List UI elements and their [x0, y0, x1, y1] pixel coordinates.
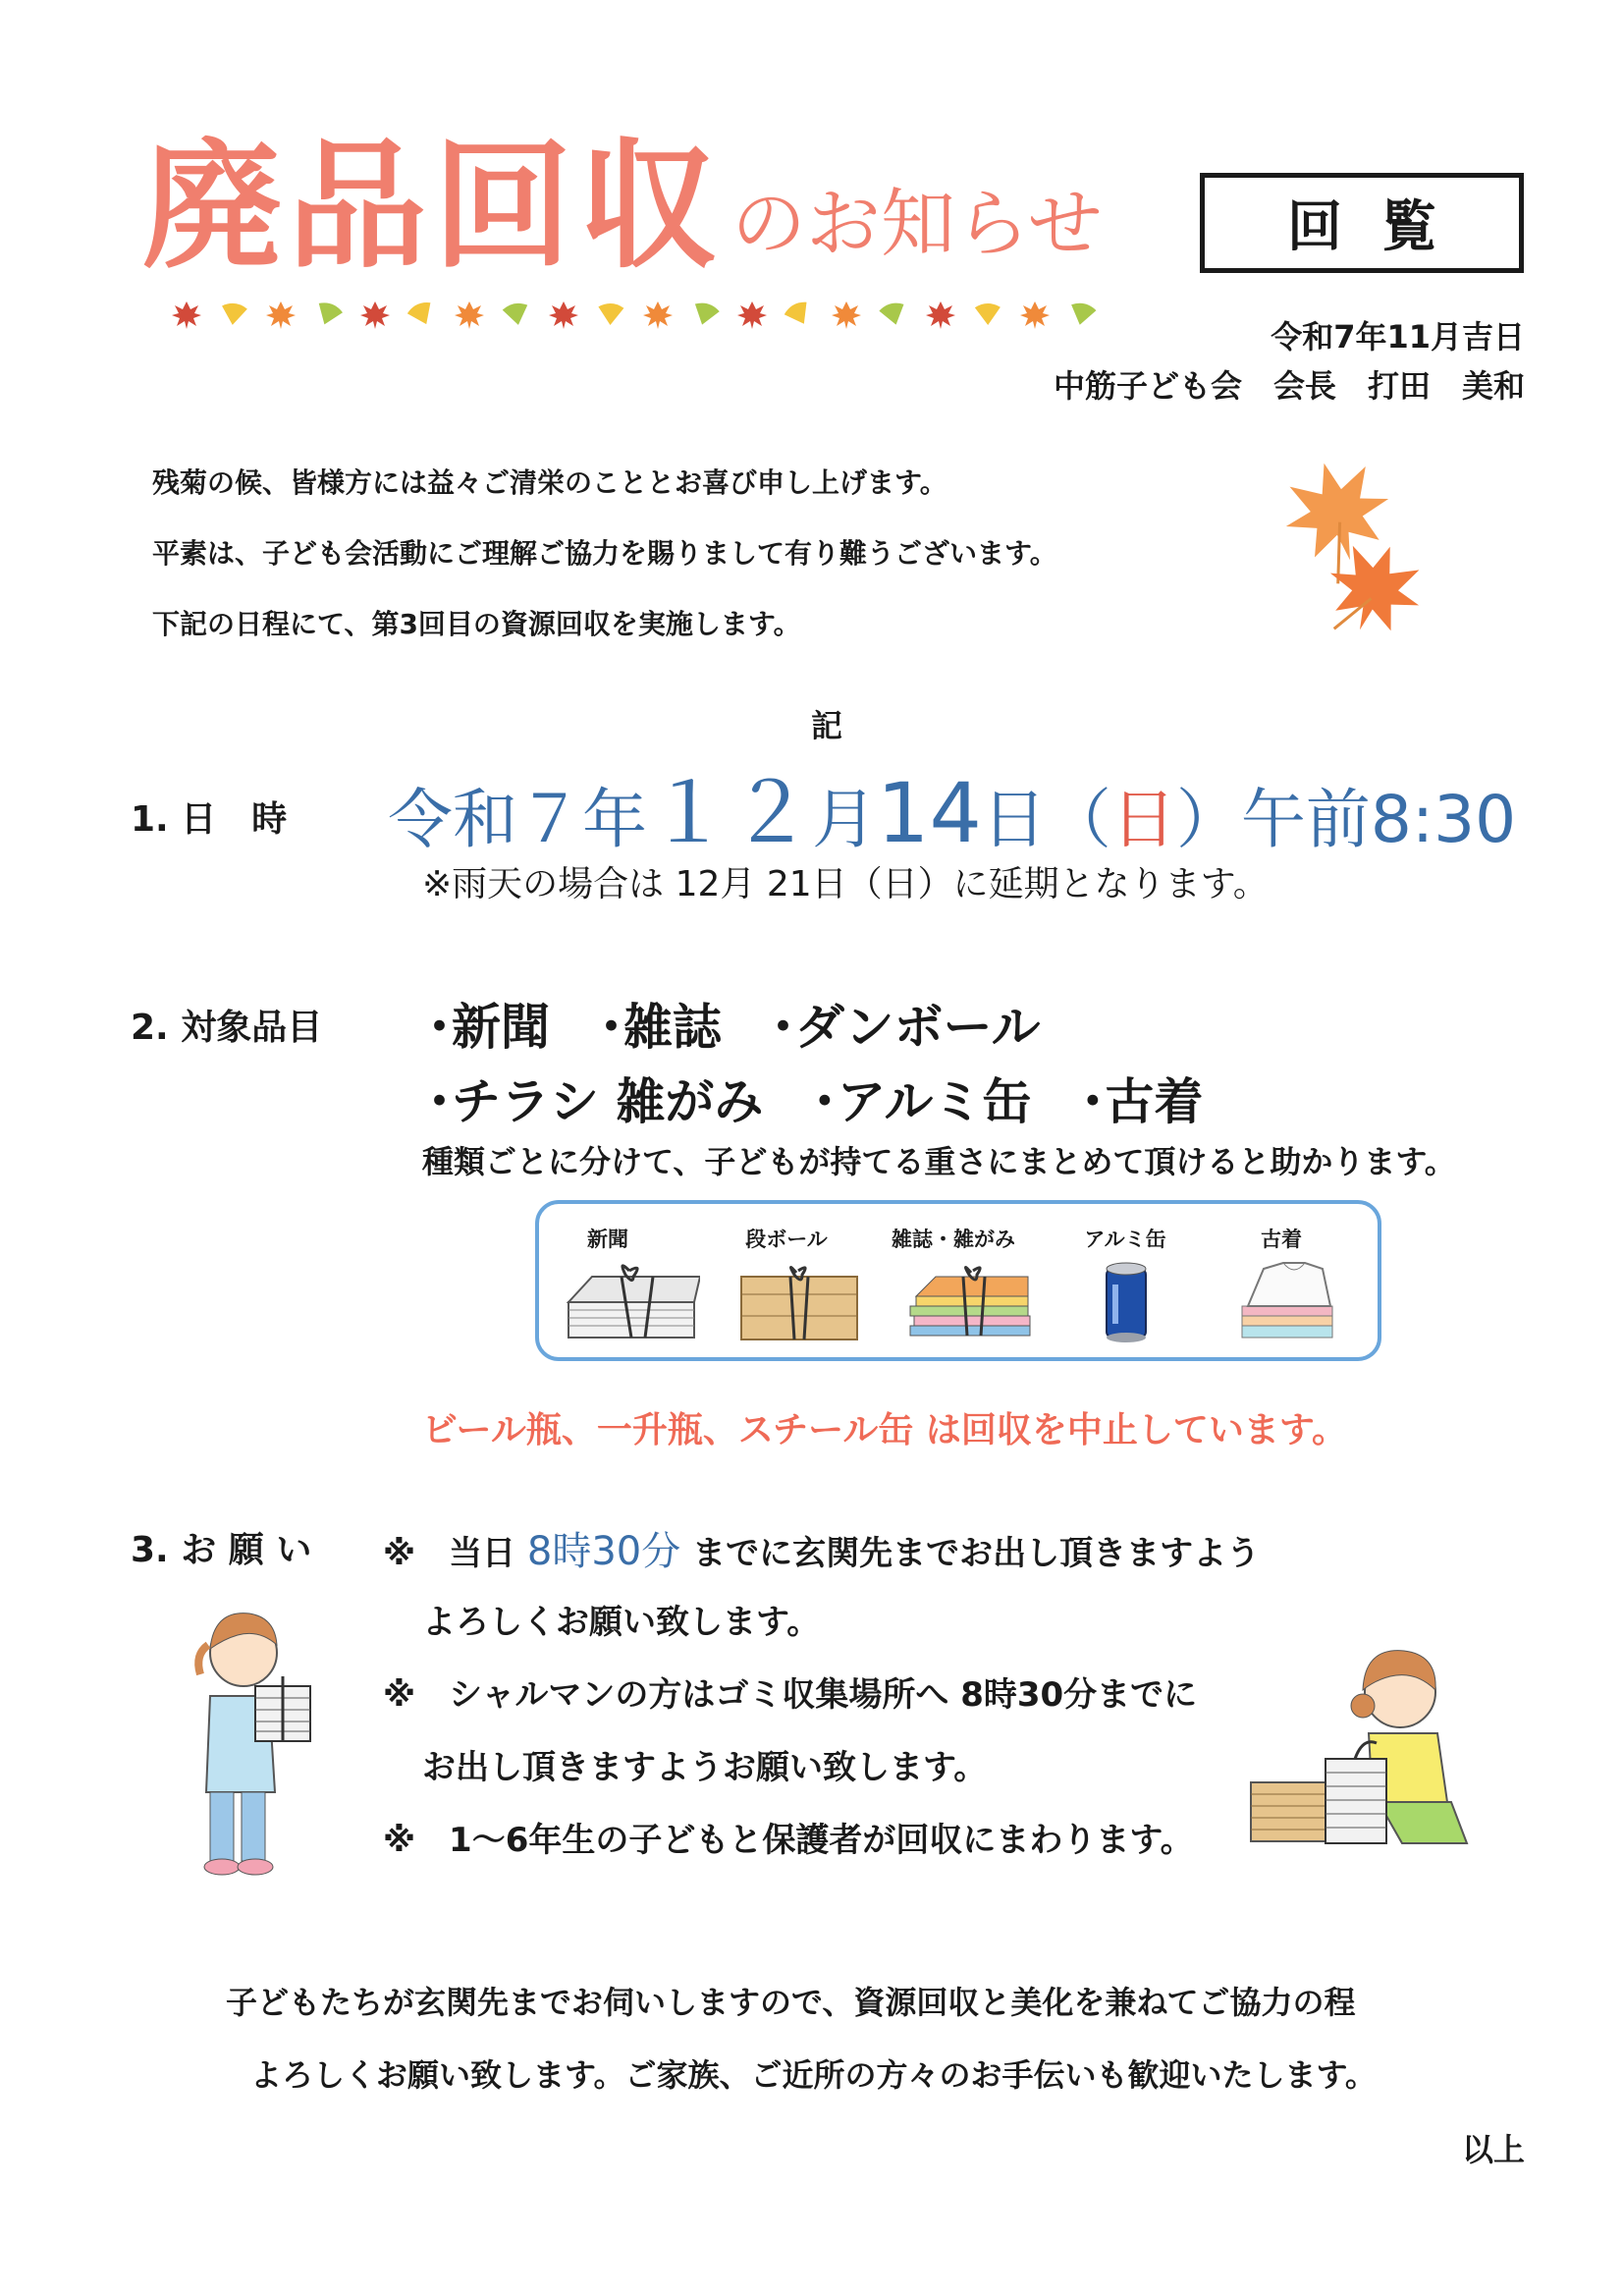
event-time: 午前8:30 [1240, 782, 1517, 857]
maple-leaf-icon [360, 301, 390, 329]
discontinued-items-warning: ビール瓶、一升瓶、スチール缶 は回収を中止しています。 [422, 1410, 1348, 1450]
maple-leaves-icon [1276, 452, 1424, 648]
sorting-note: 種類ごとに分けて、子どもが持てる重さにまとめて頂けると助かります。 [422, 1143, 1456, 1180]
request-1-line-2: よろしくお願い致します。 [422, 1603, 821, 1642]
ginkgo-leaf-icon [406, 300, 438, 330]
organization-signature: 中筋子ども会 会長 打田 美和 [1053, 367, 1525, 405]
item-label-newspaper: 新聞 [587, 1228, 628, 1251]
maple-leaf-icon [172, 301, 201, 329]
section-2-heading: 2. 対象品目 [131, 1008, 323, 1048]
date-month-unit: 月 [812, 782, 878, 857]
folded-clothes-icon [1234, 1255, 1342, 1343]
item-label-clothes: 古着 [1261, 1228, 1302, 1251]
greeting-line-3: 下記の日程にて、第3回目の資源回収を実施します。 [152, 608, 801, 640]
maple-leaf-icon [737, 301, 767, 329]
page-subtitle: のお知らせ [731, 180, 1103, 267]
maple-leaf-icon [926, 301, 955, 329]
item-label-can: アルミ缶 [1084, 1228, 1166, 1251]
maple-leaf-icon [643, 301, 673, 329]
greeting-line-1: 残菊の候、皆様方には益々ご清栄のこととお喜び申し上げます。 [152, 466, 947, 499]
item-label-magazines: 雑誌・雑がみ [892, 1228, 1015, 1251]
ginkgo-leaf-icon [975, 303, 1001, 325]
date-day-unit: 日 [981, 782, 1047, 857]
ginkgo-leaf-icon [220, 302, 247, 327]
date-era: 令和７年 [388, 782, 647, 857]
woman-tying-bundles-icon [1245, 1635, 1481, 1871]
item-label-cardboard: 段ボール [745, 1228, 828, 1251]
newspaper-bundle-icon [563, 1255, 700, 1343]
weekday: 日 [1110, 782, 1176, 857]
request-1-line-1 [383, 1520, 1260, 1576]
maple-leaf-icon [549, 301, 578, 329]
closing-ending: 以上 [1461, 2131, 1525, 2168]
maple-leaf-icon [266, 301, 296, 329]
aluminum-can-icon [1097, 1255, 1156, 1343]
weekday-close: ） [1175, 782, 1241, 857]
request-2-line-2: お出し頂きますようお願い致します。 [422, 1748, 988, 1787]
items-line-1: ･新聞 ･雑誌 ･ダンボール [427, 999, 1041, 1056]
girl-carrying-newspapers-icon [187, 1606, 324, 1890]
ginkgo-leaf-icon [878, 301, 908, 328]
maple-leaf-icon [1020, 301, 1050, 329]
section-3-heading: 3. お 願 い [131, 1530, 312, 1570]
request-1-suffix: までに玄関先までお出し頂きますよう [680, 1534, 1261, 1573]
rain-date-note: ※雨天の場合は 12月 21日（日）に延期となります。 [422, 864, 1269, 904]
request-2-line-1: ※ シャルマンの方はゴミ収集場所へ 8時30分までに [383, 1675, 1198, 1715]
section-1-heading: 1. 日 時 [131, 799, 288, 840]
date-day-number: 14 [877, 765, 982, 861]
items-line-2: ･チラシ 雑がみ ･アルミ缶 ･古着 [427, 1073, 1204, 1130]
ginkgo-leaf-icon [502, 301, 531, 328]
autumn-leaf-garland-icon [167, 291, 1109, 340]
closing-line-1: 子どもたちが玄関先までお伺いしますので、資源回収と美化を兼ねてご協力の程 [226, 1984, 1356, 2021]
cardboard-bundle-icon [735, 1255, 863, 1343]
ki-heading: 記 [811, 707, 843, 744]
ginkgo-leaf-icon [597, 302, 623, 325]
request-1-prefix: ※ 当日 [383, 1534, 527, 1573]
recyclables-illustration-box [535, 1200, 1381, 1361]
request-1-time: 8時30分 [526, 1529, 681, 1574]
circulation-box: 回覧 [1200, 173, 1524, 273]
weekday-open: （ [1046, 782, 1111, 857]
magazine-bundle-icon [906, 1255, 1034, 1343]
ginkgo-leaf-icon [312, 300, 344, 329]
page-title: 廃品回収 [142, 126, 724, 288]
maple-leaf-icon [455, 301, 484, 329]
closing-line-2: よろしくお願い致します。ご家族、ご近所の方々のお手伝いも歓迎いたします。 [250, 2056, 1377, 2094]
maple-leaf-icon [832, 301, 861, 329]
greeting-line-2: 平素は、子ども会活動にご理解ご協力を賜りまして有り難うございます。 [152, 537, 1057, 570]
issue-date: 令和7年11月吉日 [1271, 318, 1525, 355]
ginkgo-leaf-icon [690, 301, 721, 329]
event-date [388, 765, 1517, 861]
ginkgo-leaf-icon [783, 299, 815, 330]
ginkgo-leaf-icon [1067, 301, 1097, 327]
date-month-number: １２ [647, 765, 813, 861]
request-3: ※ 1～6年生の子どもと保護者が回収にまわります。 [383, 1821, 1194, 1860]
